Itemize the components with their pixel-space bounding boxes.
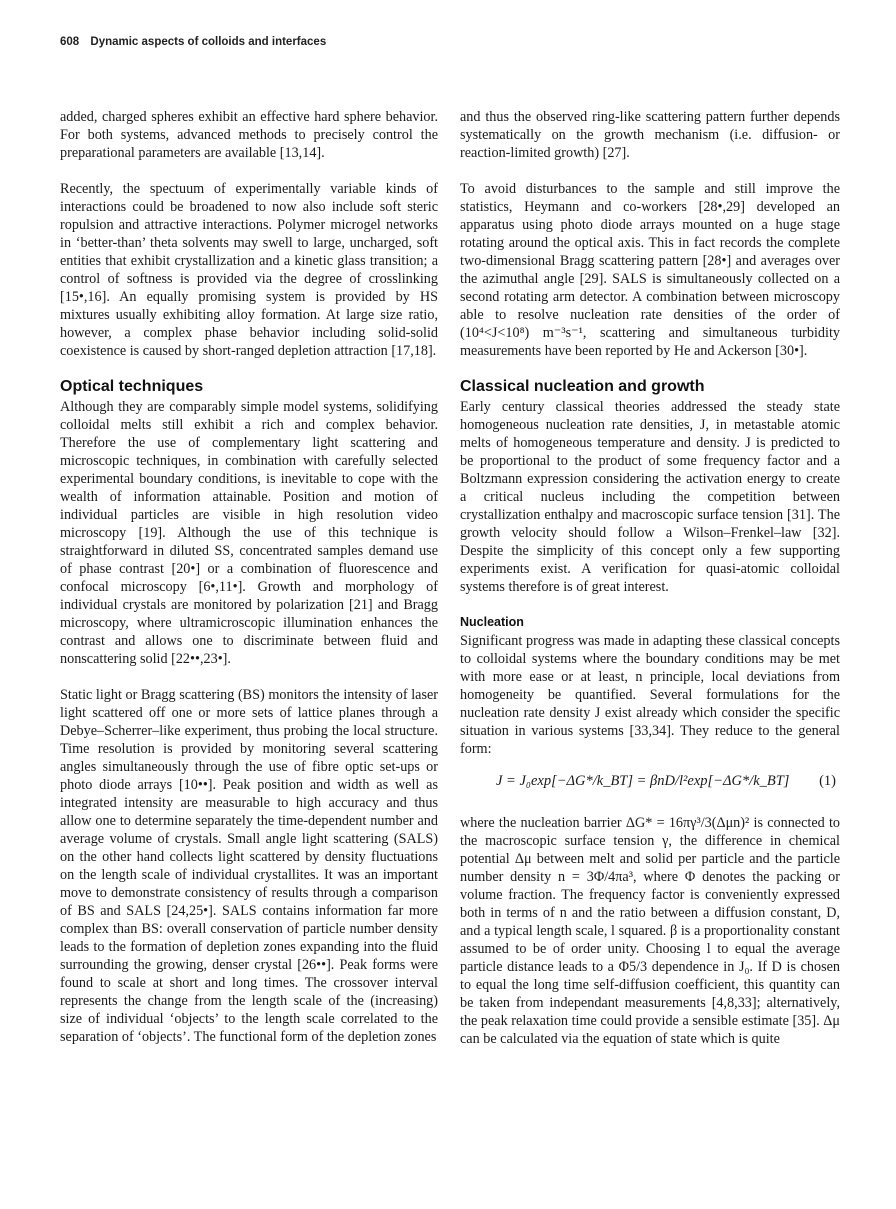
paragraph: To avoid disturbances to the sample and still improve the statistics, Heymann and co-workers [28•,29] developed an apparatus using photo diode arrays mounted on a huge stage rotating around the optical axis. This in fact records the complete two-dimensional Bragg scattering pattern [28•] and averages over the azimuthal angle [29]. SALS is simultaneously collected on a second rotating arm detector. A combination between microscopy able to resolve nucleation rate densities of the order of (10⁴<J<10⁸) m⁻³s⁻¹, scattering and simultaneous turbidity measurements have been reported by He and Ackerson [30•].: [460, 181, 840, 359]
section-heading-classical-nucleation: Classical nucleation and growth: [460, 378, 705, 395]
paragraph: added, charged spheres exhibit an effective hard sphere behavior. For both systems, advanced methods to precisely control the preparational parameters are available [13,14].: [60, 109, 438, 161]
equation-number: (1): [819, 773, 836, 789]
equation-1: [460, 772, 840, 792]
paragraph: Significant progress was made in adapting these classical concepts to colloidal systems where the boundary conditions may be met with more ease or at least, n principle, local deviations from homogeneity be quantified. Several formulations for the nucleation rate density J exist already which consider the specific situation in various systems [33,34]. They reduce to the general form:: [460, 633, 840, 757]
paragraph: and thus the observed ring-like scattering pattern further depends systematically on the growth mechanism (i.e. diffusion- or reaction-limited growth) [27].: [460, 109, 840, 161]
paragraph: Although they are comparably simple model systems, solidifying colloidal melts still exhibit a rich and complex behavior. Therefore the use of complementary light scattering and microscopic techniques, in combination with carefully selected experimental boundary conditions, is inevitable to cope with the wealth of information attainable. Position and motion of individual particles are visible in high resolution video microscopy [19]. Although the use of this technique is straightforward in diluted SS, concentrated samples demand use of phase contrast [20•] or a combination of fluorescence and confocal microscopy [6•,11•]. Growth and morphology of individual crystals are monitored by polarization [21] and Bragg microscopy, where ultramicroscopic illumination enhances the contrast and allows one to discriminate between fluid and nonscattering solid [22••,23•].: [60, 399, 438, 667]
paragraph: Static light or Bragg scattering (BS) monitors the intensity of laser light scattered off one or more sets of lattice planes through a Debye–Scherrer–like experiment, thus probing the local structure. Time resolution is provided by monitoring several scattering angles simultaneously through the use of fibre optic set-ups or photo diode arrays [10••]. Peak position and width as well as integrated intensity are measurable to high accuracy and thus allow one to determine separately the time-dependent number and average volume of crystals. Small angle light scattering (SALS) on the other hand collects light scattered by density fluctuations on the length scale of individual crystallites. It was an important move to demonstrate consistency of results through a comparison of BS and SALS [24,25•]. SALS contains information far more complex than BS: overall conservation of particle number density leads to the formation of depletion zones expanding into the fluid surrounding the growing, denser crystal [26••]. Peak forms were found to scale at short and long times. The crossover interval represents the change from the length scale of the (increasing) size of individual ‘objects’ to the length scale correlated to the separation of ‘objects’. The functional form of the depletion zones: [60, 687, 438, 1045]
paragraph: Early century classical theories addressed the steady state homogeneous nucleation rate densities, J, in metastable atomic melts of homogeneous temperature and density. J is predicted to be proportional to the product of some frequency factor and a Boltzmann expression considering the activation energy to create a critical nucleus including the competition between crystallization enthalpy and macroscopic surface tension [31]. The growth velocity should follow a Wilson–Frenkel–law [32]. Despite the simplicity of this concept only a few supporting experiments exist. A verification for quasi-atomic colloidal systems therefore is of great interest.: [460, 399, 840, 595]
equation-expression: J = J₀exp[−ΔG*/k_BT] = βnD/l²exp[−ΔG*/k_BT]: [496, 773, 790, 789]
subsection-heading-nucleation: Nucleation: [460, 615, 524, 629]
running-header: [60, 36, 326, 48]
right-column: [460, 108, 840, 1048]
paragraph: Recently, the spectuum of experimentally variable kinds of interactions could be broadened to now also include soft steric ropulsion and attractive interactions. Polymer microgel networks in ‘better-than’ theta solvents may swell to large, uncharged, soft entities that exhibit crystallization and a kinetic glass transition; a control of softness is provided via the degree of crosslinking [15•,16]. An equally promising system is provided by HS mixtures usually exhibiting alloy formation. At large size ratio, however, a complex phase behavior including solid-solid coexistence is caused by short-ranged depletion attraction [17,18].: [60, 181, 438, 359]
page-number: 608: [60, 36, 80, 48]
running-title: Dynamic aspects of colloids and interfaces: [90, 36, 327, 48]
section-heading-optical-techniques: Optical techniques: [60, 378, 204, 395]
left-column: [60, 108, 438, 1046]
paragraph: where the nucleation barrier ΔG* = 16πγ³/3(Δμn)² is connected to the macroscopic surface tension γ, the difference in chemical potential Δμ between melt and solid per particle and the particle number density n = 3Φ/4πa³, where Φ denotes the packing or volume fraction. The frequency factor is conveniently expressed both in terms of n and the ratio between a diffusion constant, D, and a typical length scale, l squared. β is a proportionality constant assumed to be of order unity. Choosing l to equal the average particle distance leads to a Φ5/3 dependence in J₀. If D is chosen to equal the long time self-diffusion coefficient, this quantity can be taken from independant measurements [4,8,33]; alternatively, the peak relaxation time could provide a sensible estimate [35]. Δμ can be calculated via the equation of state which is quite: [460, 815, 840, 1047]
